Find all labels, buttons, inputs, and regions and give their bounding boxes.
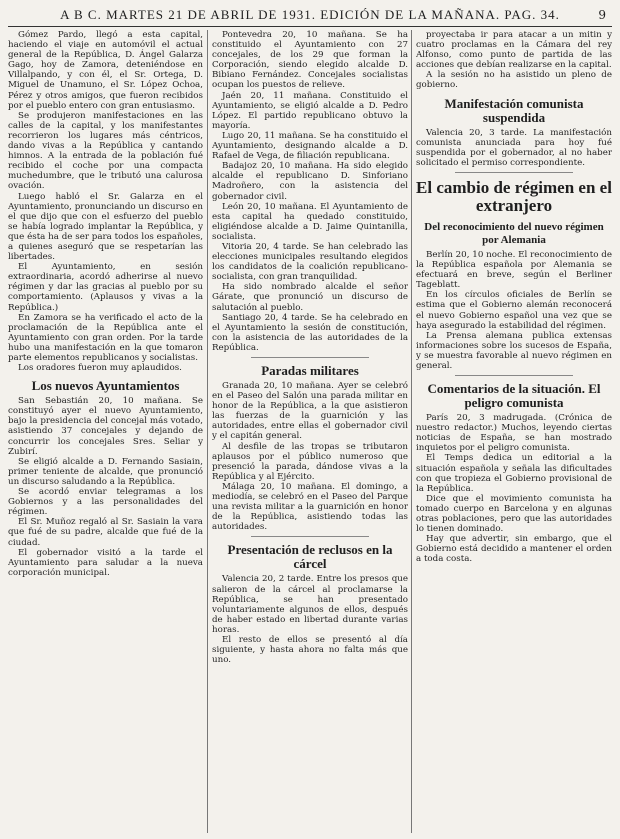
article-paragraph: El gobernador visitó a la tarde el Ayuntamiento para saludar a la nueva corporación municipal. (8, 547, 203, 578)
major-heading: El cambio de régimen en el extranjero (416, 177, 612, 215)
article-paragraph: proyectaba ir para atacar a un mitin y cuatro proclamas en la Cámara del rey Alfonso, como punto de partida de las acciones que debían realizarse en la capital. (416, 30, 612, 71)
sub-heading: Del reconocimiento del nuevo régimen por Alemania (424, 220, 604, 246)
article-paragraph: León 20, 10 mañana. El Ayuntamiento de esta capital ha quedado constituido, eligiéndose alcalde a D. Jaime Quintanilla, socialista. (212, 201, 408, 242)
section-heading: Los nuevos Ayuntamientos (31, 378, 180, 394)
divider (251, 357, 369, 358)
article-paragraph: Málaga 20, 10 mañana. El domingo, a mediodía, se celebró en el Paseo del Parque una revista militar a la guarnición en honor de la República, asistiendo todas las autoridades. (212, 481, 408, 533)
article-paragraph: San Sebastián 20, 10 mañana. Se constituyó ayer el nuevo Ayuntamiento, bajo la presidencia del concejal más votado, asistiendo 37 concejales y dejando de concurrir los concejales Sres. Seliar y Zubirí. (8, 396, 203, 457)
section-heading: Presentación de reclusos en la cárcel (227, 542, 393, 572)
column-2 (212, 30, 408, 833)
article-paragraph: Los oradores fueron muy aplaudidos. (18, 363, 182, 374)
article-paragraph: Se produjeron manifestaciones en las calles de la capital, y los manifestantes recorrieron los lugares más céntricos, dando vivas a la República y cantando himnos. A la entrada de la población fué recibido el coche por una compacta muchedumbre, que le tributó una calurosa ovación. (8, 110, 203, 192)
divider (455, 172, 573, 173)
column-separator (207, 30, 208, 833)
article-paragraph: Pontevedra 20, 10 mañana. Se ha constituido el Ayuntamiento con 27 concejales, de los 29 que forman la Corporación, siendo elegido alcalde D. Bibiano Fernández. Concejales socialistas ocupan los puestos de relieve. (212, 30, 408, 91)
divider (455, 375, 573, 376)
article-paragraph: El Temps dedica un editorial a la situación española y señala las dificultades con que tropieza el Gobierno provisional de la República. (416, 453, 612, 494)
article-paragraph: El resto de ellos se presentó al día siguiente, y hasta ahora no falta más que uno. (212, 634, 408, 666)
article-paragraph: El Sr. Muñoz regaló al Sr. Sasiain la vara que fué de su padre, alcalde que fué de la ciudad. (8, 517, 203, 548)
article-paragraph: Valencia 20, 2 tarde. Entre los presos que salieron de la cárcel al proclamarse la República, se han presentado voluntariamente algunos de ellos, después de haber estado en libertad durante varias horas. (212, 574, 408, 635)
article-paragraph: El Ayuntamiento, en sesión extraordinaria, acordó adherirse al nuevo régimen y dar las gracias al pueblo por su comportamiento. (Aplausos y vivas a la República.) (8, 262, 203, 313)
page-header (10, 4, 610, 26)
article-paragraph: Jaén 20, 11 mañana. Constituido el Ayuntamiento, se eligió alcalde a D. Pedro López. El partido republicano obtuvo la mayoría. (212, 90, 408, 131)
article-paragraph: En Zamora se ha verificado el acto de la proclamación de la República ante el Ayuntamiento con gran orden. Por la tarde hubo una manifestación en la que tomaron parte elementos republicanos y socialistas. (8, 312, 203, 363)
article-paragraph: Berlín 20, 10 noche. El reconocimiento de la República española por Alemania se efectuará en breve, según el Berliner Tageblatt. (416, 249, 612, 291)
article-paragraph: En los círculos oficiales de Berlín se estima que el Gobierno alemán reconocerá el nuevo Gobierno español una vez que se haya asegurado la estabilidad del régimen. (416, 290, 612, 331)
article-paragraph: Badajoz 20, 10 mañana. Ha sido elegido alcalde el republicano D. Sinforiano Madroñero, con la asistencia del gobernador civil. (212, 161, 408, 202)
article-paragraph: Luego habló el Sr. Galarza en el Ayuntamiento, pronunciando un discurso en el que dijo que con el esfuerzo del pueblo se había logrado implantar la República, y que ésta ha de ser para todos los españoles, a quienes aseguró que se respetarían las libertades. (8, 191, 203, 263)
section-heading: Paradas militares (261, 363, 359, 378)
article-paragraph: Granada 20, 10 mañana. Ayer se celebró en el Paseo del Salón una parada militar en honor de la República, a la que asistieron las fuerzas de la guarnición y las autoridades, entre ellas el gobernador civil y el capitán general. (212, 381, 408, 442)
header-title: A B C. MARTES 21 DE ABRIL DE 1931. EDICIÓN DE LA MAÑANA. PAG. 34. (60, 7, 560, 22)
article-paragraph: Dice que el movimiento comunista ha tomado cuerpo en Barcelona y en algunas otras poblaciones, pero que las autoridades lo tienen dominado. (416, 493, 612, 535)
divider (251, 536, 369, 537)
article-paragraph: París 20, 3 madrugada. (Crónica de nuestro redactor.) Muchos, leyendo ciertas noticias de España, se han mostrado inquietos por el peligro comunista. (416, 413, 612, 454)
article-paragraph: Ha sido nombrado alcalde el señor Gárate, que pronunció un discurso de salutación al pueblo. (212, 282, 408, 313)
column-1 (8, 30, 203, 833)
header-rule (8, 26, 612, 27)
article-paragraph: Vitoria 20, 4 tarde. Se han celebrado las elecciones municipales resultando elegidos los candidatos de la coalición republicano-socialista, con gran tranquilidad. (212, 241, 408, 283)
section-heading: Manifestación comunista suspendida (444, 95, 584, 125)
article-paragraph: Valencia 20, 3 tarde. La manifestación comunista anunciada para hoy fué suspendida por el gobernador, al no haber solicitado el permiso correspondiente. (416, 127, 612, 168)
section-heading: Comentarios de la situación. El peligro comunista (427, 381, 601, 411)
article-paragraph: Al desfile de las tropas se tributaron aplausos por el público numeroso que presenció la parada, dándose vivas a la República y al Ejército. (212, 441, 408, 482)
article-paragraph: Santiago 20, 4 tarde. Se ha celebrado en el Ayuntamiento la sesión de constitución, con la asistencia de las autoridades de la República. (212, 312, 408, 353)
article-paragraph: A la sesión no ha asistido un pleno de gobierno. (416, 70, 612, 91)
article-paragraph: Se eligió alcalde a D. Fernando Sasiain, primer teniente de alcalde, que pronunció un discurso saludando a la República. (8, 456, 203, 487)
page-number: 9 (598, 8, 606, 22)
article-paragraph: Lugo 20, 11 mañana. Se ha constituido el Ayuntamiento, designando alcalde a D. Rafael de Vega, de filiación republicana. (212, 130, 408, 162)
column-3 (416, 30, 612, 833)
column-separator (411, 30, 412, 833)
article-paragraph: Se acordó enviar telegramas a los Gobiernos y a las personalidades del régimen. (8, 487, 203, 518)
article-paragraph: La Prensa alemana publica extensas informaciones sobre los sucesos de España, y se muestra favorable al nuevo régimen en general. (416, 330, 612, 371)
article-paragraph: Gómez Pardo, llegó a esta capital, haciendo el viaje en automóvil el actual general de la República, D. Ángel Galarza Gago, hoy de Zamora, deteniéndose en Villalpando, y con él, el Sr. Ortega, D. Miguel de Unamuno, el Sr. López Ochoa, Pérez y otros amigos, que fueron recibidos por el pueblo entero con gran entusiasmo. (8, 30, 203, 111)
article-paragraph: Hay que advertir, sin embargo, que el Gobierno está decidido a mantener el orden a toda costa. (416, 534, 612, 565)
